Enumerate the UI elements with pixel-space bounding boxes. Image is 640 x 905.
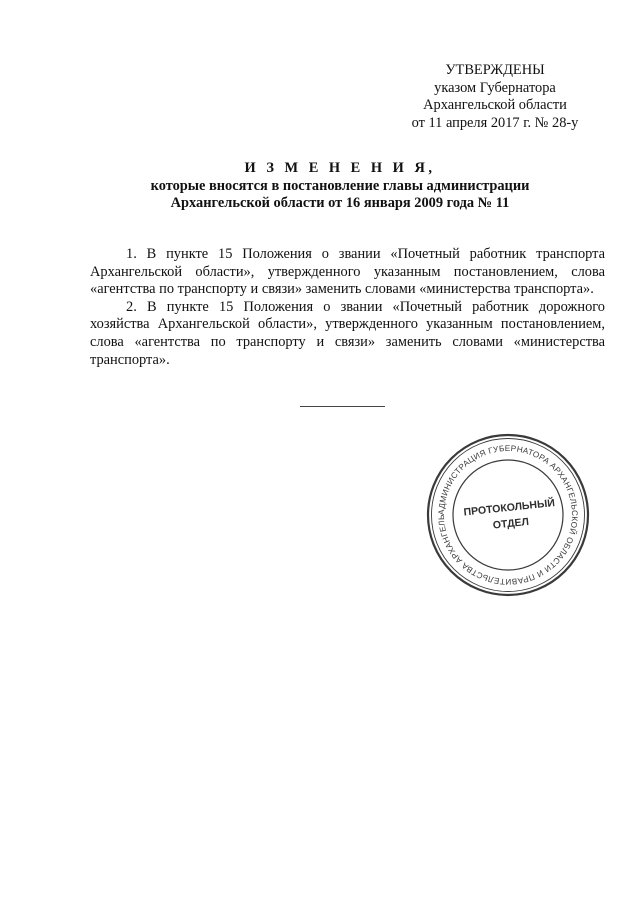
- paragraph-item-1: 1. В пункте 15 Положения о звании «Почетный работник транспорта Архангельской области», утвержденного указанным постановлением, слова «агентства по транспорту и связи» заменить словами «министерства транспорта».: [90, 246, 605, 298]
- stamp-seal-icon: [423, 430, 593, 600]
- paragraph-item-2: 2. В пункте 15 Положения о звании «Почетный работник дорожного хозяйства Архангельской области», утвержденного указанным постановлением, слова «агентства по транспорту и связи» заменить словами «министерства транспорта».: [90, 298, 605, 368]
- approval-by-decree: указом Губернатора: [434, 79, 556, 96]
- stamp-ring-text: АДМИНИСТРАЦИЯ ГУБЕРНАТОРА АРХАНГЕЛЬСКОЙ ОБЛАСТИ И ПРАВИТЕЛЬСТВА АРХАНГЕЛЬ: [436, 443, 580, 587]
- document-title: И З М Е Н Е Н И Я,: [244, 160, 436, 176]
- stamp-outer-ring-thin: [432, 439, 585, 592]
- document-heading: [60, 160, 620, 213]
- approval-block: [380, 62, 610, 132]
- document-body: [90, 246, 605, 369]
- approval-date-number: от 11 апреля 2017 г. № 28-у: [411, 114, 579, 131]
- official-stamp: [423, 430, 593, 600]
- stamp-outer-ring: [428, 435, 588, 595]
- stamp-center-line1: ПРОТОКОЛЬНЫЙ: [463, 497, 556, 519]
- document-subtitle-line1: которые вносятся в постановление главы администрации: [150, 177, 530, 194]
- stamp-center-line2: ОТДЕЛ: [492, 515, 530, 532]
- end-divider: [300, 406, 385, 407]
- approval-region: Архангельской области: [423, 97, 567, 113]
- document-subtitle-line2: Архангельской области от 16 января 2009 года № 11: [170, 195, 510, 211]
- approval-title: УТВЕРЖДЕНЫ: [445, 62, 545, 78]
